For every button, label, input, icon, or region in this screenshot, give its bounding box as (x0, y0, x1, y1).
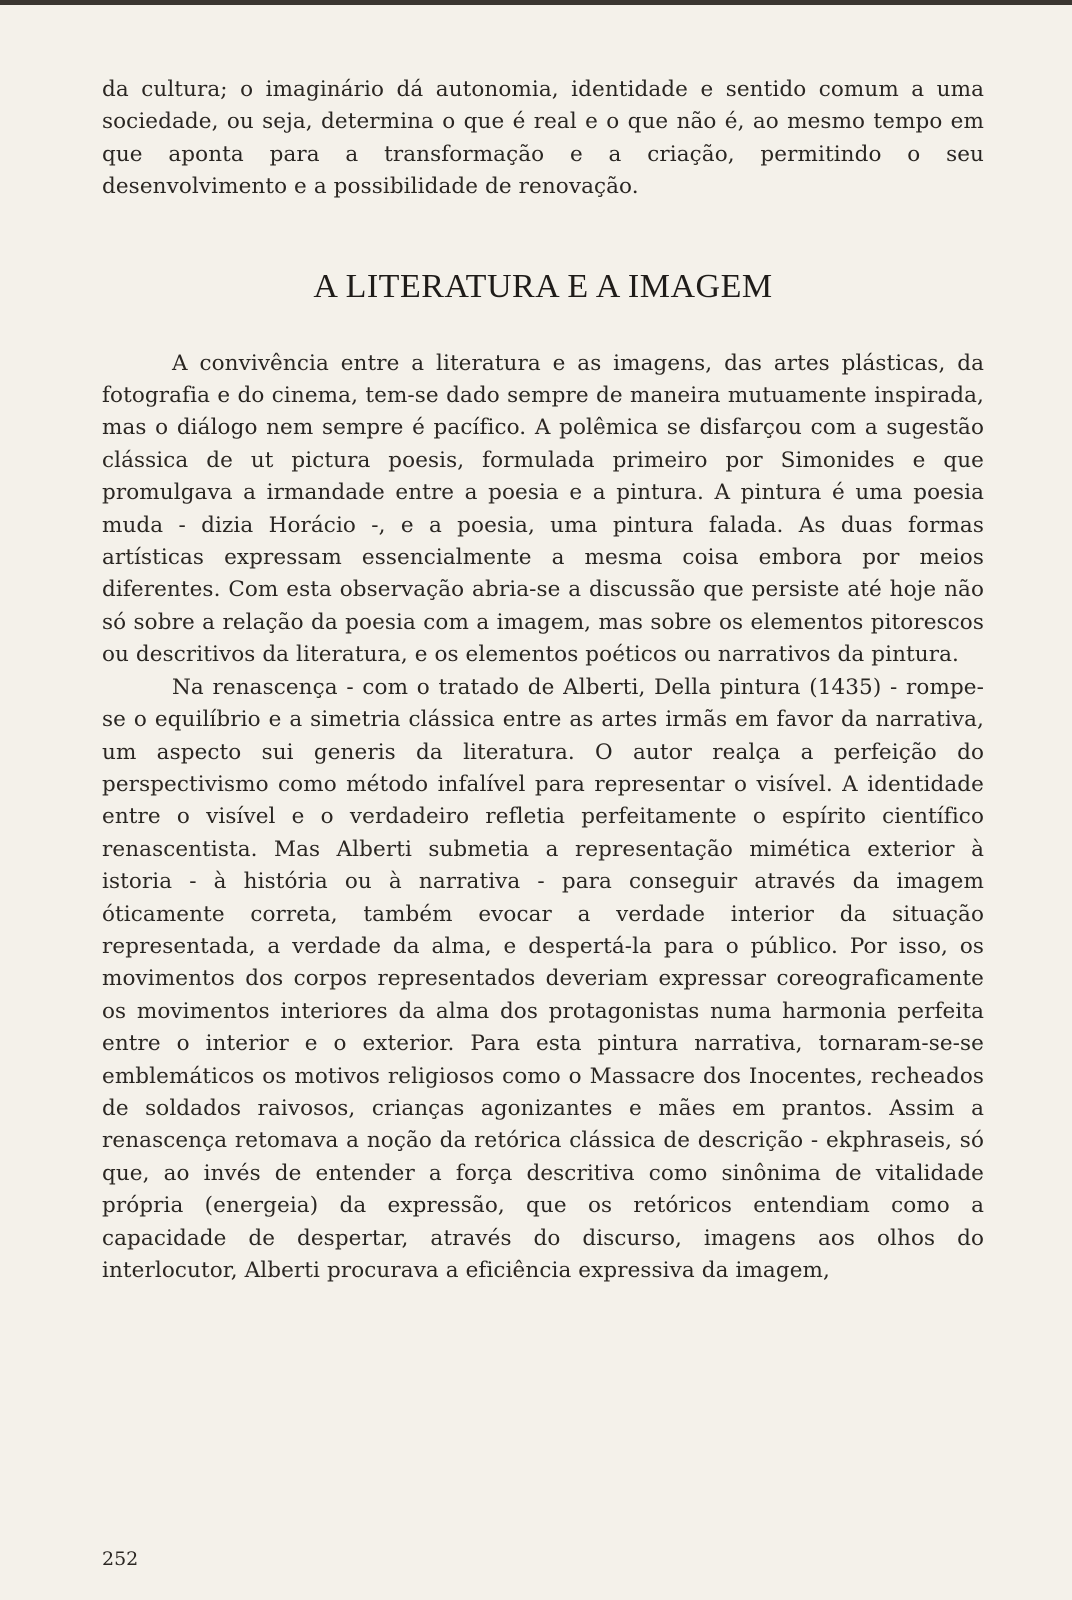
book-page (102, 74, 984, 1287)
body-paragraph-2: Na renascença - com o tratado de Alberti, Della pintura (1435) - rompe-se o equilíbrio e a simetria clássica entre as artes irmãs em favor da narrativa, um aspecto sui generis da literatura. O autor realça a perfeição do perspectivismo como método infalível para representar o visível. A identidade entre o visível e o verdadeiro refletia perfeitamente o espírito científico renascentista. Mas Alberti submetia a representação mimética exterior à istoria - à história ou à narrativa - para conseguir através da imagem óticamente correta, também evocar a verdade interior da situação representada, a verdade da alma, e despertá-la para o público. Por isso, os movimentos dos corpos representados deveriam expressar coreograficamente os movimentos interiores da alma dos protagonistas numa harmonia perfeita entre o interior e o exterior. Para esta pintura narrativa, tornaram-se-se emblemáticos os motivos religiosos como o Massacre dos Inocentes, recheados de soldados raivosos, crianças agonizantes e mães em prantos. Assim a renascença retomava a noção da retórica clássica de descrição - ekphraseis, só que, ao invés de entender a força descritiva como sinônima de vitalidade própria (energeia) da expressão, que os retóricos entendiam como a capacidade de despertar, através do discurso, imagens aos olhos do interlocutor, Alberti procurava a eficiência expressiva da imagem, (102, 674, 984, 1283)
section-title: A LITERATURA E A IMAGEM (313, 267, 773, 305)
page-number: 252 (102, 1548, 139, 1570)
scan-top-edge (0, 0, 1072, 5)
intro-paragraph: da cultura; o imaginário dá autonomia, identidade e sentido comum a uma sociedade, ou seja, determina o que é real e o que não é, ao mesmo tempo em que aponta para a transformação e a criação, permitindo o seu desenvolvimento e a possibilidade de renovação. (102, 77, 984, 200)
body-paragraph-1: A convivência entre a literatura e as imagens, das artes plásticas, da fotografia e do cinema, tem-se dado sempre de maneira mutuamente inspirada, mas o diálogo nem sempre é pacífico. A polêmica se disfarçou com a sugestão clássica de ut pictura poesis, formulada primeiro por Simonides e que promulgava a irmandade entre a poesia e a pintura. A pintura é uma poesia muda - dizia Horácio -, e a poesia, uma pintura falada. As duas formas artísticas expressam essencialmente a mesma coisa embora por meios diferentes. Com esta observação abria-se a discussão que persiste até hoje não só sobre a relação da poesia com a imagem, mas sobre os elementos pitorescos ou descritivos da literatura, e os elementos poéticos ou narrativos da pintura. (102, 350, 984, 668)
